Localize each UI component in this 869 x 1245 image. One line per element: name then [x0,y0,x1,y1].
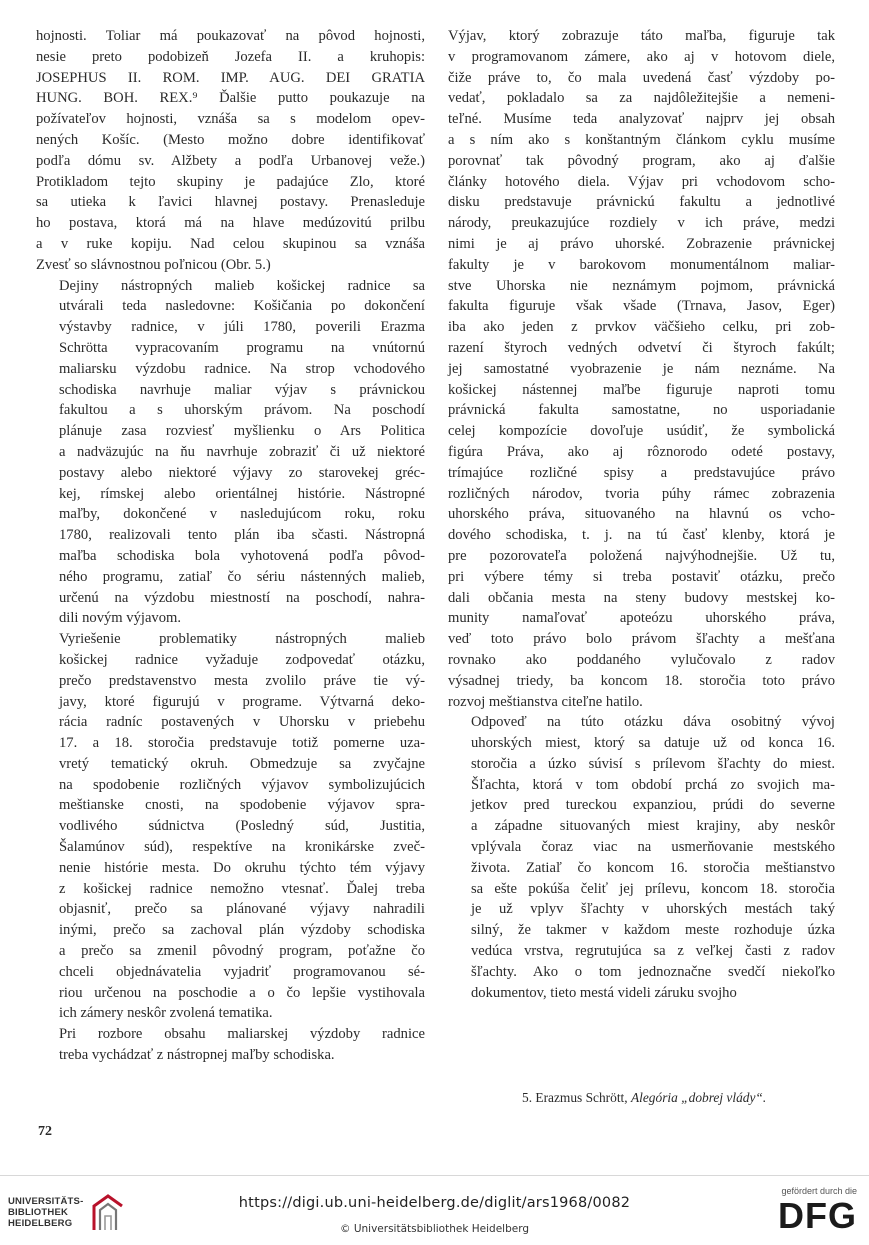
copyright-notice: © Universitätsbibliothek Heidelberg [339,1223,529,1235]
left-column-paragraph [36,629,425,1024]
text-line: Šalamúnov súd), respektíve na kronikárske zveč- [59,839,425,856]
text-line: kej, rímskej alebo orientálnej histórie. Nástropné [59,485,425,502]
text-line: dali občania mesta na steny budovy mestskej ko- [448,589,835,606]
library-logo-line: UNIVERSITÄTS- [8,1196,84,1207]
text-line: Vyriešenie problematiky nástropných malieb [59,631,425,648]
text-line: ného programu, zatiaľ čo sériu nástenných malieb, [59,568,425,585]
text-line: dili novým výjavom. [59,610,182,627]
text-line: prečo predstavenstvo mesta zvolilo práve tie vý- [59,672,425,689]
text-line: jetkov pred tureckou expanziou, prúdi do severne [471,797,835,814]
right-column-paragraph [448,26,835,712]
text-line: sa utieka k ľavici hlavnej postavy. Prenasleduje [36,194,425,211]
text-line: riou určenou na poschodie a o čo lepšie vystihovala [59,984,425,1001]
text-line: v programovanom zámere, ako aj v hotovom diele, [448,48,835,65]
text-line: disku predstavuje právnickú fakultu a jednotlivé [448,194,835,211]
text-line: života. Zatiaľ čo koncom 16. storočia meštianstvo [471,859,835,876]
text-line: 1780, realizovali tento plán iba sčasti. Nástropná [59,527,425,544]
text-line: vplývala čoraz viac na usmerňovanie mestského [471,839,835,856]
text-line: podľa dómu sv. Alžbety a podľa Urbanovej veže.) [36,152,425,169]
text-line: veď toto právo bolo právom šľachty a mešťana [448,631,835,648]
text-line: fakulta figuruje však všade (Trnava, Jasov, Eger) [448,298,835,315]
library-logo-line: HEIDELBERG [8,1218,73,1229]
text-line: fakulty je v barokovom monumentálnom maliar- [448,256,835,273]
right-column-paragraph [448,712,835,1003]
text-line: treba vychádzať z nástropnej maľby schodiska. [59,1047,335,1064]
left-column-paragraph [36,276,425,630]
text-line: chceli objednávatelia vyjadriť programovanou sé- [59,963,425,980]
text-line: JOSEPHUS II. ROM. IMP. AUG. DEI GRATIA [36,69,425,86]
text-line: šľachty. Ako o tom jednoznačne svedčí niekoľko [471,963,835,980]
text-line: požívateľov hojnosti, vznáša sa s modelom opev- [36,111,425,128]
text-line: z košickej radnice nemožno vtesnať. Ďalej treba [59,880,425,897]
text-line: figúra Práva, ako aj rôznorodo odeté postavy, [448,443,835,460]
text-line: objasniť, prečo sa plánované výjavy nahradili [59,901,425,918]
text-line: vretý tematický okruh. Obmedzuje sa zvyčajne [59,755,425,772]
text-line: dového schodiska, t. j. na tú časť klenby, ktorá je [448,527,835,544]
text-line: rácia radníc postavených v Uhorsku v priebehu [59,714,425,731]
right-column [448,26,835,1003]
text-line: meštianske cnosti, na spodobenie výjavov spra- [59,797,425,814]
text-line: razení štyroch vedných odvetví či štyroch fakúlt; [448,339,835,356]
text-line: a prečo sa zmenil pôvodný program, poťažne čo [59,943,425,960]
text-line: stve Uhorska nie neznámym pojmom, právnická [448,277,835,294]
text-line: Zvesť so slávnostnou poľnicou (Obr. 5.) [36,256,271,273]
text-line: košickej radnice vyžaduje zodpovedať otázku, [59,651,425,668]
text-line: Výjav, ktorý zobrazuje táto maľba, figuruje tak [448,28,835,44]
figure-caption [522,1089,766,1107]
text-line: utvárali teda nasledovne: Košičania po dokončení [59,298,425,315]
text-line: inými, prečo sa zachoval plán výzdoby schodiska [59,922,425,939]
page-number: 72 [38,1124,52,1139]
text-line: hojnosti. Toliar má poukazovať na pôvod hojnosti, [36,28,425,44]
text-line: čiže práve to, čo mala uvedená časť výzdoby po- [448,69,835,86]
text-line: nených Košíc. (Mesto možno dobre identifikovať [36,131,425,148]
text-line: vedať, pokladalo sa za najdôležitejšie a nemeni- [448,90,835,107]
text-line: silný, že takmer v každom meste rozhoduje úzka [471,922,835,939]
text-line: munity namaľovať apoteózu uhorského práva, [448,610,835,627]
text-line: košickej nástennej maľbe figuruje naproti tomu [448,381,835,398]
text-line: národy, preukazujúce rozdiely v ich práve, medzi [448,215,835,232]
text-line: vodlivého súdnictva (Posledný súd, Justitia, [59,818,425,835]
text-line: maliarsku výzdobu radnice. Na strop vchodového [59,360,425,377]
text-line: Pri rozbore obsahu maliarskej výzdoby radnice [59,1026,425,1043]
text-line: určenú na výzdobu miestností na poschodí, nahra- [59,589,425,606]
text-line: rozličných národov, tvoria púhy rámec zobrazenia [448,485,835,502]
text-line: a nadväzujúc na ňu navrhuje zobraziť či už niektoré [59,443,425,460]
dfg-logo[interactable] [757,1186,857,1238]
text-line: nesie preto podobizeň Jozefa II. a kruhopis: [36,48,425,65]
text-line: pri výbere témy si treba postaviť otázku, prečo [448,568,835,585]
caption-prefix: 5. Erazmus Schrött, [522,1090,631,1105]
caption-title: Alegória „dobrej vlády“. [630,1090,767,1105]
text-line: a v ruke kopiju. Nad celou skupinou sa vznáša [36,235,425,252]
text-line: ho postava, ktorá má na hlave medúzovitú prilbu [36,215,425,232]
text-line: 17. a 18. storočia predstavuje totiž pomerne uza- [59,735,425,752]
left-column [36,26,425,1066]
text-line: porovnať tak pôvodný program, ako aj ďalšie [448,152,835,169]
text-line: storočia a úzko súvisí s prílevom šľachty do miest. [471,755,835,772]
text-line: pre pozorovateľa položená najvýhodnejšie. Už tu, [448,547,835,564]
dfg-funding-text: gefördert durch die [781,1186,857,1196]
text-line: jej samostatné vyobrazenie je nám neznáme. Na [448,360,835,377]
text-line: teľné. Musíme teda analyzovať najprv jej obsah [448,111,835,128]
text-line: Dejiny nástropných malieb košickej radnice sa [59,277,425,294]
text-line: Protikladom tejto skupiny je padajúce Zlo, ktoré [36,173,425,190]
text-line: nenie histórie mesta. Do okruhu týchto tém výjavy [59,859,425,876]
text-line: Šľachta, ktorá v tom období prchá zo svojich ma- [471,776,835,793]
text-line: Schrötta vypracovaním programu na vnútornú [59,339,425,356]
text-line: výsadnej triedy, ba koncom 18. storočia toto právo [448,672,835,689]
text-line: ich zámery neskôr zvolená tematika. [59,1005,273,1022]
text-line: javy, ktoré figurujú v programe. Výtvarná deko- [59,693,425,710]
text-line: nimi je aj právo uhorské. Zobrazenie právnickej [448,235,835,252]
text-line: uhorského práva, situovaného na hlavnú os vcho- [448,506,835,523]
text-line: rozvoj meštianstva citeľne hatilo. [448,693,643,710]
text-line: maľba schodiska bola vyhotovená podľa pôvod- [59,547,425,564]
text-line: je už vplyv šľachty v uhorských mestách taký [471,901,835,918]
text-line: vedúca vrstva, regrutujúca sa z veľkej časti z radov [471,943,835,960]
left-column-paragraph [36,26,425,276]
left-column-paragraph [36,1024,425,1066]
text-line: celej kompozície dovoľuje usúdiť, že symbolická [448,423,835,440]
text-line: uhorských miest, ktorý sa datuje už od konca 16. [471,735,835,752]
text-line: a s ním ako s konštantným článkom cyklu musíme [448,131,835,148]
text-line: právnická fakulta samostatne, no usporiadanie [448,402,835,419]
text-line: plánuje zasa rozviesť myšlienku o Ars Politica [59,423,425,440]
text-line: fakultou a s uhorským právom. Na poschodí [59,402,425,419]
text-line: Odpoveď na túto otázku dáva osobitný vývoj [471,714,835,731]
text-line: na spodobenie rozličných výjavov symbolizujúcich [59,776,425,793]
text-line: dokumentov, tieto mestá videli záruku svojho [471,984,737,1001]
text-line: HUNG. BOH. REX.⁹ Ďalšie putto poukazuje na [36,90,425,107]
text-line: a západne situovaných miest krajiny, aby neskôr [471,818,835,835]
text-line: rovnako ako poddaného vylučovalo z radov [448,651,835,668]
library-logo-line: BIBLIOTHEK [8,1207,69,1218]
text-line: sa ešte pokúša čeliť jej prílevu, koncom 18. storočia [471,880,835,897]
text-line: iba ako jeden z prvkov väčšieho celku, pri zob- [448,319,835,336]
footer-bar [0,1175,869,1245]
dfg-wordmark: DFG [778,1195,857,1236]
text-line: postavy alebo niektoré výjavy zo starovekej gréc- [59,464,425,481]
text-line: schodiska navrhuje maliar výjav s právnickou [59,381,425,398]
text-line: maľby, dokončené v nasledujúcom roku, roku [59,506,425,523]
text-line: články hotového diela. Výjav pri vchodovom scho- [448,173,835,190]
text-line: trímajúce rozličné spisy a predstavujúce právo [448,464,835,481]
source-url-link[interactable]: https://digi.ub.uni-heidelberg.de/diglit/ars1968/0082 [238,1195,631,1211]
text-line: výstavby radnice, v júli 1780, poverili Erazma [59,319,425,336]
